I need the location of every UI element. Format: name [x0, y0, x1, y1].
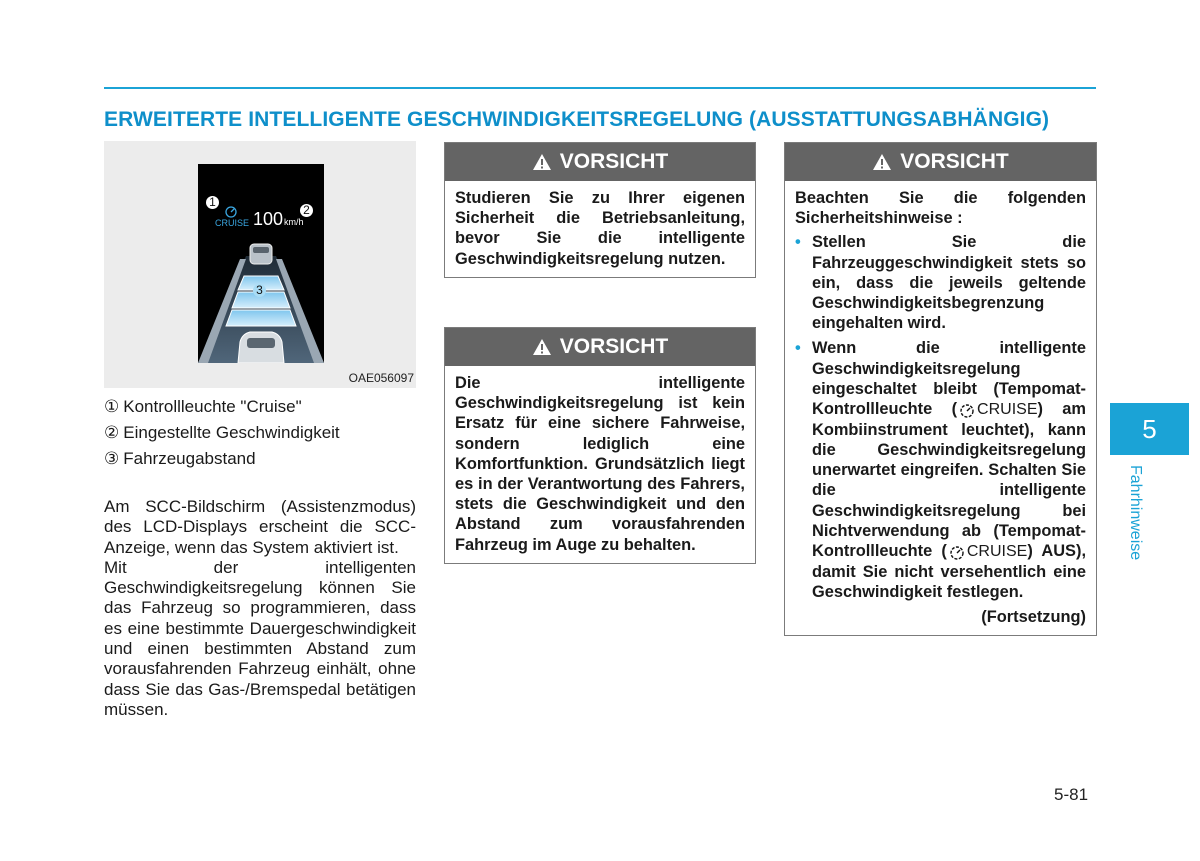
cruise-indicator-icon [947, 542, 1027, 562]
cruise-indicator-icon [957, 400, 1037, 420]
page-title: ERWEITERTE INTELLIGENTE GESCHWINDIGKEITSREGELUNG (AUSSTATTUNGSABHÄNGIG) [104, 108, 1050, 131]
caution-header [445, 328, 755, 366]
caution-heading: VORSICHT [900, 150, 1009, 173]
chapter-tab: 5 [1110, 403, 1189, 455]
caution-text: Studieren Sie zu Ihrer eigenen Sicherheit die Betriebsanleitung, bevor Sie die intelligente Geschwindigkeitsregelung nutzen. [455, 189, 745, 268]
marker-2: 2 [300, 204, 313, 217]
warning-triangle-icon [532, 153, 552, 171]
bullet-item [795, 232, 1086, 333]
body-paragraph: Am SCC-Bildschirm (Assistenzmodus) des LCD-Displays erscheint die SCC-Anzeige, wenn das System aktiviert ist. [104, 497, 416, 557]
caution-heading: VORSICHT [559, 335, 669, 358]
top-rule [104, 87, 1096, 89]
legend-number: ② [104, 423, 120, 442]
body-paragraph: Mit der intelligenten Geschwindigkeitsregelung können Sie das Fahrzeug so programmieren, dass es eine bestimmte Dauergeschwindigkeit und einen bestimmten Abstand zum vorausfahrenden Fahrzeug einhält, ohne dass Sie das Gas-/Bremspedal betätigen müssen. [104, 557, 416, 719]
caution-heading: VORSICHT [559, 150, 669, 173]
page-number: 5-81 [1054, 785, 1089, 804]
continuation-note: (Fortsetzung) [981, 608, 1086, 627]
speed-unit: km/h [284, 217, 304, 227]
chapter-label [1128, 465, 1148, 575]
legend-text: Fahrzeugabstand [123, 449, 256, 468]
bullet-text: ) am Kombiinstrument leuchtet), kann die Geschwindigkeitsregelung unerwartet eingreifen. Schalten Sie die intelligente Geschwindigkeitsregelung bei Nichtverwendung ab (Tempomat-Kontrollleuchte ( [812, 400, 1086, 561]
figure-legend [104, 394, 340, 472]
legend-text: Kontrollleuchte "Cruise" [123, 397, 302, 416]
scc-display-figure [104, 141, 416, 388]
figure-code: OAE056097 [348, 371, 414, 385]
legend-item [104, 446, 340, 472]
legend-item [104, 394, 340, 420]
bullet-text: ) AUS), damit Sie nicht versehentlich eine Geschwindigkeit festlegen. [812, 542, 1086, 601]
cruise-label: CRUISE [215, 218, 250, 228]
caution-text: Die intelligente Geschwindigkeitsregelung ist kein Ersatz für eine sichere Fahrweise, sondern lediglich eine Komfortfunktion. Grundsätzlich liegt es in der Verantwortung des Fahrers, stets die Geschwindigkeit und den Abstand zum vorausfahrenden Fahrzeug im Auge zu behalten. [455, 374, 745, 554]
bullet-dot-icon: • [795, 233, 801, 252]
chapter-label-text: Fahrhinweise [1127, 465, 1144, 561]
cruise-indicator-label: CRUISE [966, 542, 1028, 560]
caution-box-2 [444, 327, 756, 564]
lcd-screen [198, 164, 324, 363]
caution-box-3 [784, 142, 1097, 636]
marker-3: 3 [253, 284, 266, 297]
caution-box-1 [444, 142, 756, 278]
legend-text: Eingestellte Geschwindigkeit [123, 423, 340, 442]
caution-intro: Beachten Sie die folgenden Sicherheitshinweise : [795, 189, 1086, 228]
legend-number: ① [104, 397, 120, 416]
cruise-indicator-label: CRUISE [977, 400, 1038, 418]
body-text [104, 497, 416, 720]
caution-content [445, 181, 755, 277]
warning-triangle-icon [532, 338, 552, 356]
bullet-item [795, 338, 1086, 602]
caution-header [785, 143, 1096, 181]
marker-1: 1 [206, 196, 219, 209]
bullet-text: Stellen Sie die Fahrzeuggeschwindigkeit stets so ein, dass die jeweils geltende Geschwindigkeitsbegrenzung eingehalten wird. [812, 233, 1086, 333]
bullet-dot-icon: • [795, 339, 801, 358]
caution-bullets [795, 232, 1086, 602]
caution-content [445, 366, 755, 563]
caution-header [445, 143, 755, 181]
legend-item [104, 420, 340, 446]
caution-content [785, 181, 1096, 635]
bullet-text: Wenn die intelligente Geschwindigkeitsregelung eingeschaltet bleibt (Tempomat-Kontrollleuchte ( [812, 339, 1086, 419]
scc-illustration [198, 164, 324, 363]
set-speed: 100 [253, 209, 284, 229]
warning-triangle-icon [872, 153, 892, 171]
legend-number: ③ [104, 449, 120, 468]
